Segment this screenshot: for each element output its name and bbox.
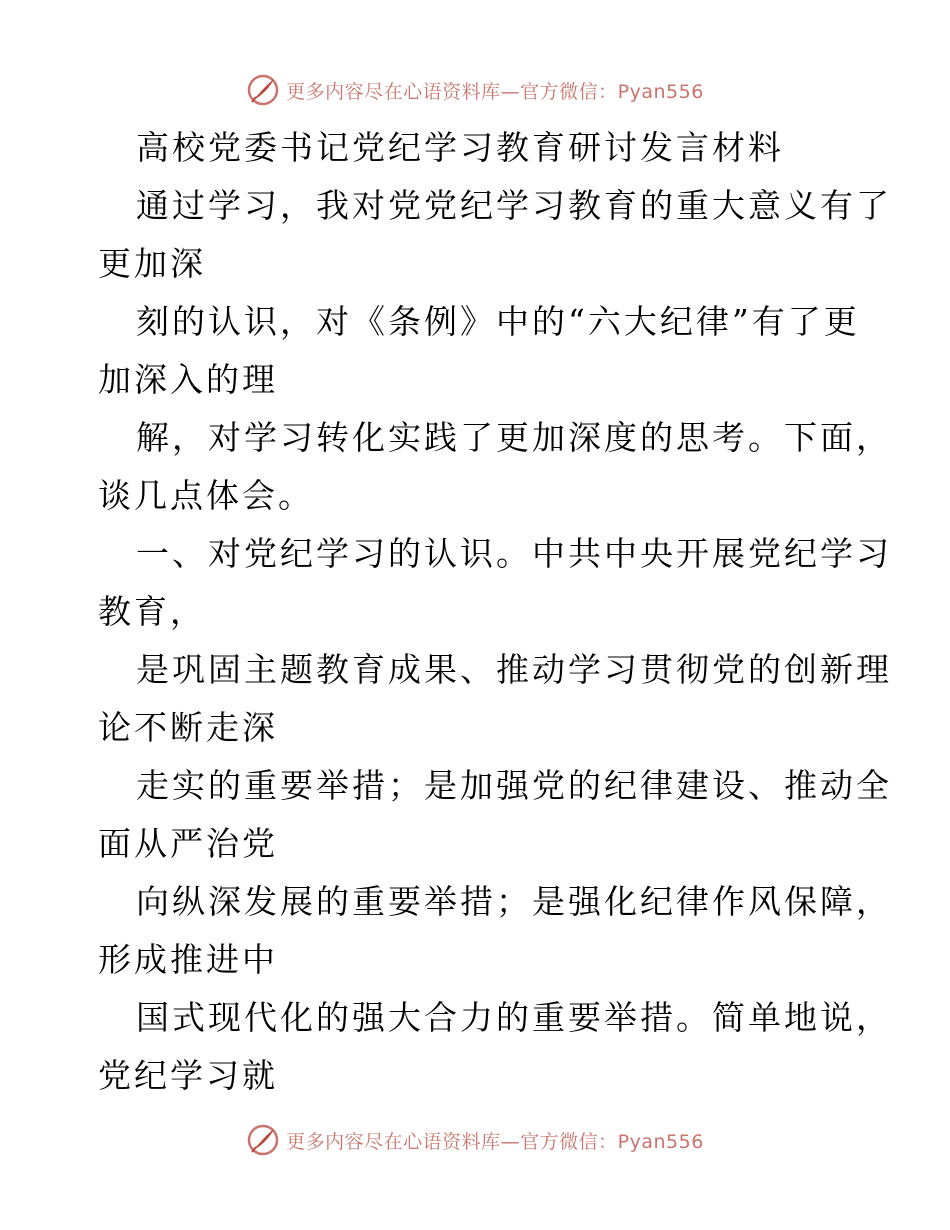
watermark-text: 更多内容尽在心语资料库—官方微信：Pyan556 bbox=[286, 1130, 704, 1153]
paragraph-line: 论不断走深 bbox=[98, 708, 278, 747]
watermark-text: 更多内容尽在心语资料库—官方微信：Pyan556 bbox=[286, 80, 704, 103]
paragraph-line: 党纪学习就 bbox=[98, 1056, 278, 1095]
paragraph-line: 一、对党纪学习的认识。中共中央开展党纪学习 bbox=[136, 534, 892, 573]
paragraph-line: 更加深 bbox=[98, 244, 206, 283]
document-title: 高校党委书记党纪学习教育研讨发言材料 bbox=[136, 128, 784, 167]
footer-watermark bbox=[0, 1120, 950, 1160]
paragraph-line: 形成推进中 bbox=[98, 940, 278, 979]
paragraph-line: 向纵深发展的重要举措；是强化纪律作风保障， bbox=[136, 882, 892, 921]
paragraph-line: 走实的重要举措；是加强党的纪律建设、推动全 bbox=[136, 766, 892, 805]
paragraph-line: 谈几点体会。 bbox=[98, 476, 314, 515]
paragraph-line: 教育， bbox=[98, 592, 206, 631]
paragraph-line: 加深入的理 bbox=[98, 360, 278, 399]
paragraph-line: 通过学习，我对党党纪学习教育的重大意义有了 bbox=[136, 186, 892, 225]
paragraph-line: 是巩固主题教育成果、推动学习贯彻党的创新理 bbox=[136, 650, 892, 689]
paragraph-line: 面从严治党 bbox=[98, 824, 278, 863]
quill-pen-icon bbox=[246, 1123, 280, 1157]
quill-pen-icon bbox=[246, 73, 280, 107]
paragraph-line: 解，对学习转化实践了更加深度的思考。下面， bbox=[136, 418, 892, 457]
paragraph-line: 刻的认识，对《条例》中的“六大纪律”有了更 bbox=[136, 302, 860, 341]
paragraph-line: 国式现代化的强大合力的重要举措。简单地说， bbox=[136, 998, 892, 1037]
header-watermark bbox=[0, 70, 950, 110]
